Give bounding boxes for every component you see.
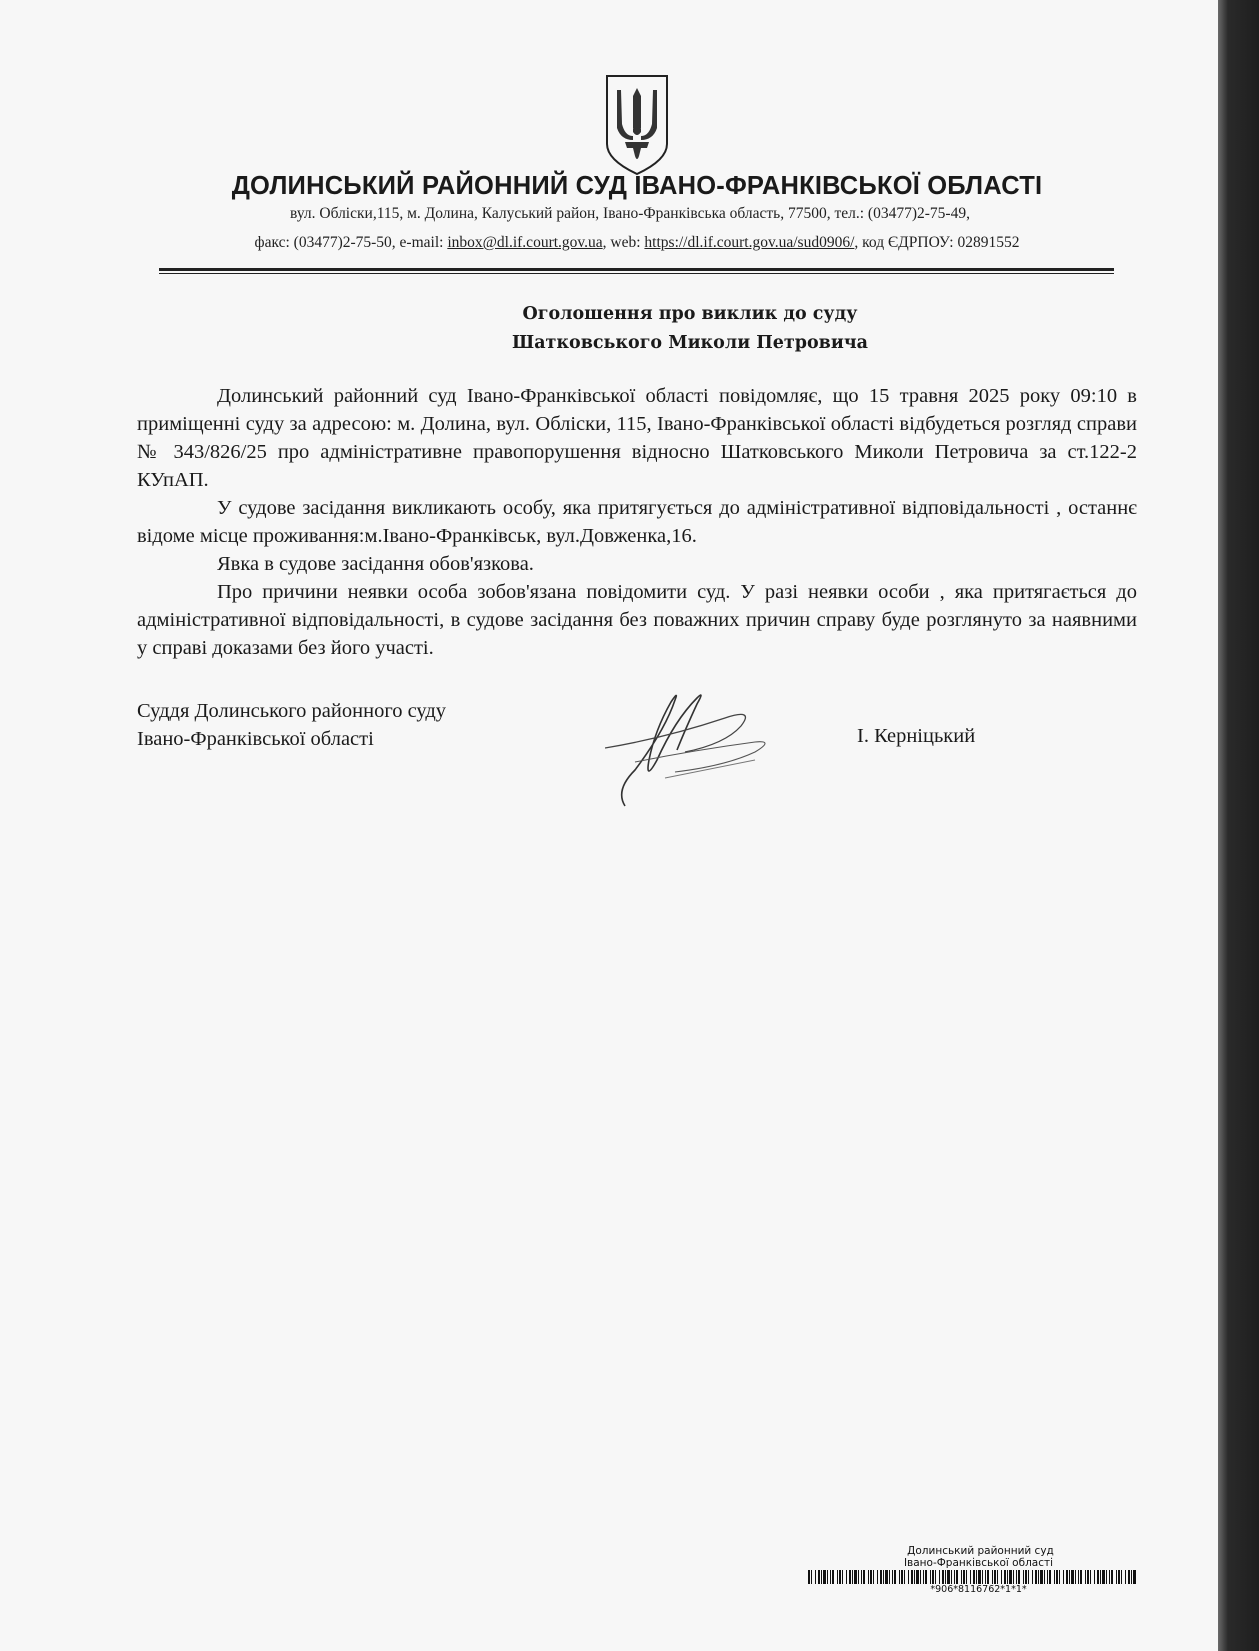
email-link[interactable]: inbox@dl.if.court.gov.ua <box>447 234 603 251</box>
court-contacts <box>117 234 1157 252</box>
judge-position <box>137 697 446 753</box>
notice-subject-name: Шатковського Миколи Петровича <box>512 333 868 353</box>
fax-text: факс: (03477)2-75-50, e-mail: <box>254 234 448 251</box>
notice-paragraph-summons: У судове засідання викликають особу, яка притягується до адміністративної відповідальності , останнє відоме місце проживання:м.Івано-Франківськ, вул.Довженка,16. <box>137 497 1137 547</box>
stamp-court-name: Долинський районний суд <box>907 1545 1054 1557</box>
judge-position-line1: Суддя Долинського районного суду <box>137 700 447 722</box>
handwritten-signature <box>605 690 785 808</box>
barcode-icon <box>808 1570 1138 1584</box>
website-link[interactable]: https://dl.if.court.gov.ua/sud0906/ <box>644 234 855 251</box>
trident-emblem-icon <box>603 74 671 176</box>
stamp-region: Івано-Франківської області <box>903 1557 1054 1569</box>
notice-title: Оголошення про виклик до суду <box>522 304 858 324</box>
barcode-number: *906*8116762*1*1* <box>930 1584 1027 1595</box>
notice-paragraph-attendance: Явка в судове засідання обов'язкова. <box>217 553 534 575</box>
header-divider-thick <box>159 268 1114 271</box>
edrpou-text: , код ЄДРПОУ: 02891552 <box>854 234 1020 251</box>
judge-name: І. Керніцький <box>857 725 976 747</box>
web-label: , web: <box>602 234 645 251</box>
registry-stamp <box>805 1545 1140 1595</box>
notice-paragraph-absence: Про причини неявки особа зобов'язана повідомити суд. У разі неявки особи , яка притягається до адміністративної відповідальності, в судове засідання без поважних причин справу буде розглянуто за наявними у справі доказами без його участі. <box>137 581 1137 659</box>
notice-body <box>137 382 1137 662</box>
header-divider-thin <box>159 273 1114 274</box>
notice-paragraph-hearing: Долинський районний суд Івано-Франківської області повідомляє, що 15 травня 2025 року 09:10 в приміщенні суду за адресою: м. Долина, вул. Обліски, 115, Івано-Франківської області відбудеться розгляд справи № 343/826/25 про адміністративне правопорушення відносно Шатковського Миколи Петровича за ст.122-2 КУпАП. <box>137 385 1137 491</box>
judge-position-line2: Івано-Франківської області <box>137 728 374 750</box>
court-name-heading: ДОЛИНСЬКИЙ РАЙОННИЙ СУД ІВАНО-ФРАНКІВСЬКОЇ ОБЛАСТІ <box>231 172 1043 200</box>
court-address: вул. Обліски,115, м. Долина, Калуський район, Івано-Франківська область, 77500, тел.: (03477)2-75-49, <box>290 205 970 222</box>
scan-edge-shadow <box>1218 0 1259 1651</box>
